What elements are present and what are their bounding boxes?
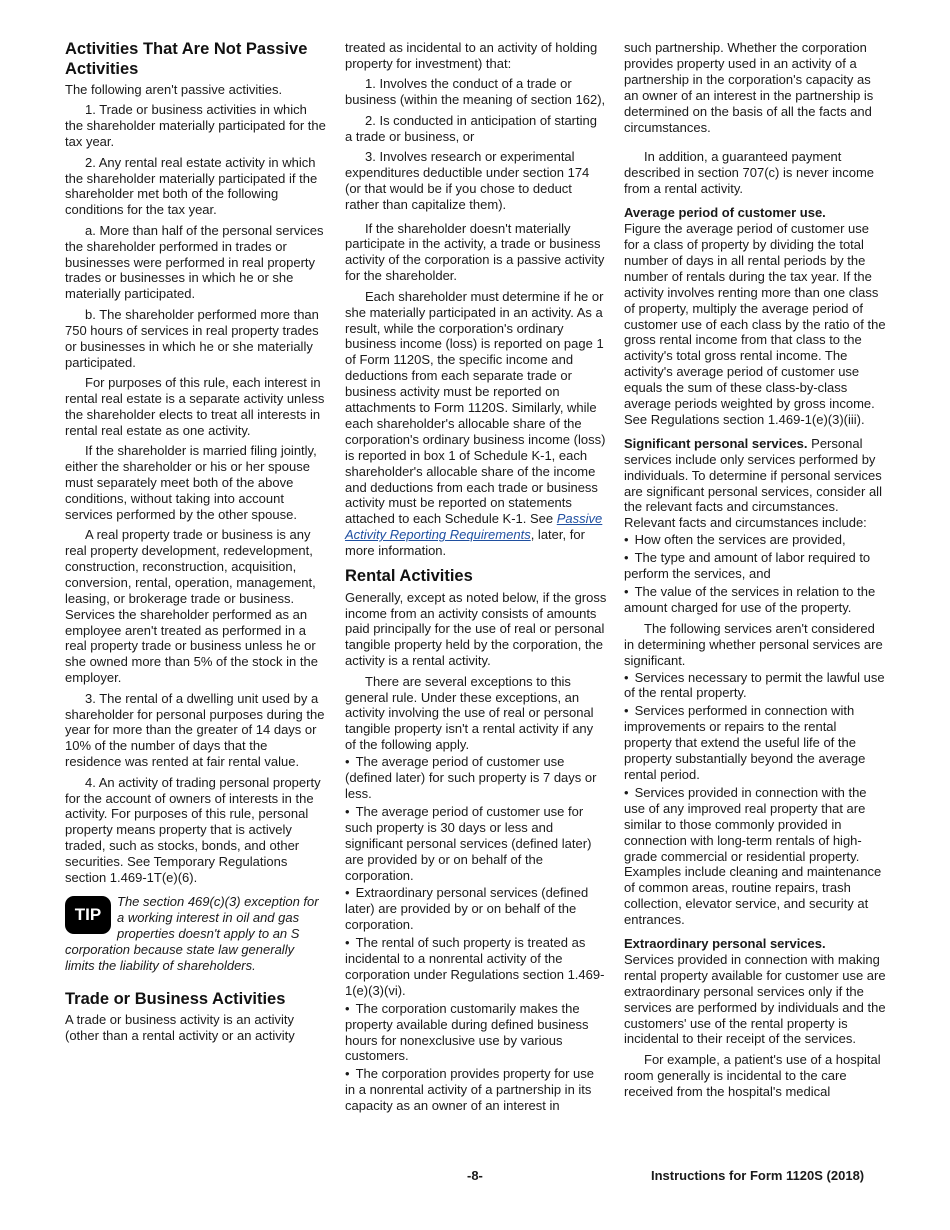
- bullet-item: • The rental of such property is treated as incidental to a nonrental activity of the corporation under Regulations section 1.469-1(e)(3)(vi).: [345, 935, 607, 999]
- list-item: a. More than half of the personal services the shareholder performed in trades or businesses were performed in real property trades or businesses in which he or she materially participated.: [65, 222, 324, 302]
- bullet-item: • Services performed in connection with improvements or repairs to the rental property that extend the useful life of the property substantially beyond the average rental period.: [624, 703, 886, 783]
- run-in-heading-significant-services: Significant personal services.: [624, 435, 808, 451]
- bullet-item: • Services provided in connection with the use of any improved real property that are similar to those commonly provided in connection with long-term rentals of high-grade commercial or residential property. Examples include cleaning and maintenance of common areas, routine repairs, trash collection, elevator service, and security at entrances.: [624, 785, 886, 928]
- list-item: 2. Any rental real estate activity in which the shareholder materially participated if the shareholder met both of the following conditions for the tax year.: [65, 154, 318, 218]
- bullet-item: • The type and amount of labor required to perform the services, and: [624, 550, 886, 582]
- heading-not-passive: Activities That Are Not Passive Activities: [65, 40, 308, 78]
- bullet-item: • The average period of customer use for such property is 30 days or less and significant personal services (defined later) are provided by or on behalf of the corporation.: [345, 804, 607, 884]
- paragraph: [624, 205, 886, 428]
- tip-text: The section 469(c)(3) exception for a working interest in oil and gas properties doesn't apply to an S corporation because state law generally limits the liability of shareholders.: [65, 894, 319, 973]
- paragraph: A trade or business activity is an activity (other than a rental activity or an activity: [65, 1012, 295, 1043]
- run-in-heading-extraordinary-services: Extraordinary personal services.: [624, 936, 826, 952]
- paragraph-text: Services provided in connection with making rental property available for customer use are extraordinary personal services only if the services are performed by individuals and the customers' use of the rental property is incidental to their receipt of the services.: [624, 951, 886, 1047]
- paragraph: The following aren't passive activities.: [65, 82, 283, 97]
- paragraph-text: Figure the average period of customer use for a class of property by dividing the total number of days in all rental periods by the number of rentals during the tax year. If the activity involves renting more than one class of property, multiply the average period of customer use of each class by the ratio of the gross rental income from that class to the activity's total gross rental income. The activity's average period of customer use equals the sum of these class-by-class average periods weighted by gross income. See Regulations section 1.469-1(e)(3)(iii).: [624, 221, 886, 427]
- paragraph: [624, 936, 886, 1047]
- paragraph: There are several exceptions to this general rule. Under these exceptions, an activity involving the use of real or personal tangible property isn't a rental activity if any of the following apply.: [345, 673, 594, 753]
- paragraph: A real property trade or business is any real property development, redevelopment, construction, reconstruction, acquisition, conversion, rental, operation, management, leasing, or brokerage trade or business. Services the shareholder performed as an employee aren't treated as performed in a real property trade or business unless he or she owned more than 5% of the stock in the employer.: [65, 527, 318, 686]
- bullet-item: • The average period of customer use (defined later) for such property is 7 days or less.: [345, 754, 607, 802]
- tip-icon: [65, 896, 111, 934]
- paragraph: For purposes of this rule, each interest in rental real estate is a separate activity unless the shareholder elects to treat all interests in rental real estate as one activity.: [65, 374, 325, 438]
- bullet-item: • The value of the services in relation to the amount charged for use of the property.: [624, 584, 886, 616]
- list-item: 1. Trade or business activities in which the shareholder materially participated for the tax year.: [65, 102, 326, 150]
- bullet-item: • How often the services are provided,: [624, 532, 886, 548]
- paragraph: For example, a patient's use of a hospital room generally is incidental to the care received from the hospital's medical: [624, 1051, 881, 1099]
- bullet-item: • Extraordinary personal services (defined later) are provided by or on behalf of the corporation.: [345, 885, 607, 933]
- heading-rental-activities: Rental Activities: [345, 567, 473, 586]
- paragraph: The following services aren't considered in determining whether personal services are significant.: [624, 620, 883, 668]
- run-in-heading-average-period: Average period of customer use.: [624, 205, 826, 221]
- column-left: [65, 40, 327, 1048]
- paragraph: If the shareholder is married filing jointly, either the shareholder or his or her spouse must separately meet both of the above conditions, without taking into account services performed by the other spouse.: [65, 443, 317, 522]
- paragraph: treated as incidental to an activity of holding property for investment) that:: [345, 40, 598, 71]
- paragraph: In addition, a guaranteed payment described in section 707(c) is never income from a rental activity.: [624, 149, 875, 197]
- list-item: 1. Involves the conduct of a trade or business (within the meaning of section 162),: [345, 76, 606, 108]
- paragraph: If the shareholder doesn't materially participate in the activity, a trade or business activity of the corporation is a passive activity for the shareholder.: [345, 220, 605, 284]
- heading-trade-business: Trade or Business Activities: [65, 989, 286, 1008]
- paragraph-text: Each shareholder must determine if he or she materially participated in an activity. As a result, while the corporation's ordinary business income (loss) is reported on page 1 of Form 1120S, the specific income and deductions from each separate trade or business activity must be reported on attachments to Form 1120S. Similarly, while each shareholder's allocable share of the corporation's ordinary business income (loss) is reported in box 1 of Schedule K-1, each shareholder's allocable share of the income and deductions from each trade or business activity must be reported on statements attached to each Schedule K-1. See: [345, 288, 606, 527]
- column-middle: [345, 40, 607, 1116]
- paragraph: such partnership. Whether the corporation provides property used in an activity of a partnership in the corporation's capacity as an owner of an interest in the partnership is determined on the basis of all the facts and circumstances.: [624, 40, 874, 135]
- bullet-item: • The corporation provides property for use in a nonrental activity of a partnership in its capacity as an owner of an interest in: [345, 1066, 607, 1114]
- tip-callout: [65, 894, 327, 974]
- page-number: -8-: [467, 1168, 483, 1183]
- paragraph: Generally, except as noted below, if the gross income from an activity consists of amounts paid principally for the use of real or personal tangible property held by the corporation, the activity is a rental activity.: [345, 589, 607, 669]
- list-item: 2. Is conducted in anticipation of starting a trade or business, or: [345, 112, 597, 144]
- list-item: 4. An activity of trading personal property for the account of owners of interests in the activity. For purposes of this rule, personal property means property that is actively traded, such as stocks, bonds, and other securities. See Temporary Regulations section 1.469-1T(e)(6).: [65, 774, 321, 886]
- list-item: 3. Involves research or experimental expenditures deductible under section 174 (or that would be if you chose to deduct rather than capitalize them).: [345, 148, 590, 212]
- tip-label: TIP: [74, 905, 102, 925]
- column-right: [624, 40, 886, 1104]
- paragraph: [624, 436, 886, 531]
- passive-activity-reporting-link[interactable]: Passive Activity Reporting Requirements: [345, 511, 603, 543]
- list-item: b. The shareholder performed more than 750 hours of services in real property trades or businesses in which he or she materially participated.: [65, 306, 319, 370]
- list-item: 3. The rental of a dwelling unit used by a shareholder for personal purposes during the year for more than the greater of 14 days or 10% of the number of days that the residence was rented at fair rental value.: [65, 690, 325, 770]
- paragraph-text: Personal services include only services performed by individuals. To determine if personal services are significant personal services, consider all the relevant facts and circumstances. Relevant facts and circumstances include:: [624, 435, 882, 531]
- paragraph-text: , later, for more information.: [345, 527, 585, 559]
- bullet-item: • Services necessary to permit the lawful use of the rental property.: [624, 670, 886, 702]
- paragraph: [345, 289, 607, 559]
- document-title-footer: Instructions for Form 1120S (2018): [651, 1168, 865, 1183]
- bullet-item: • The corporation customarily makes the property available during defined business hours for nonexclusive use by various customers.: [345, 1001, 607, 1065]
